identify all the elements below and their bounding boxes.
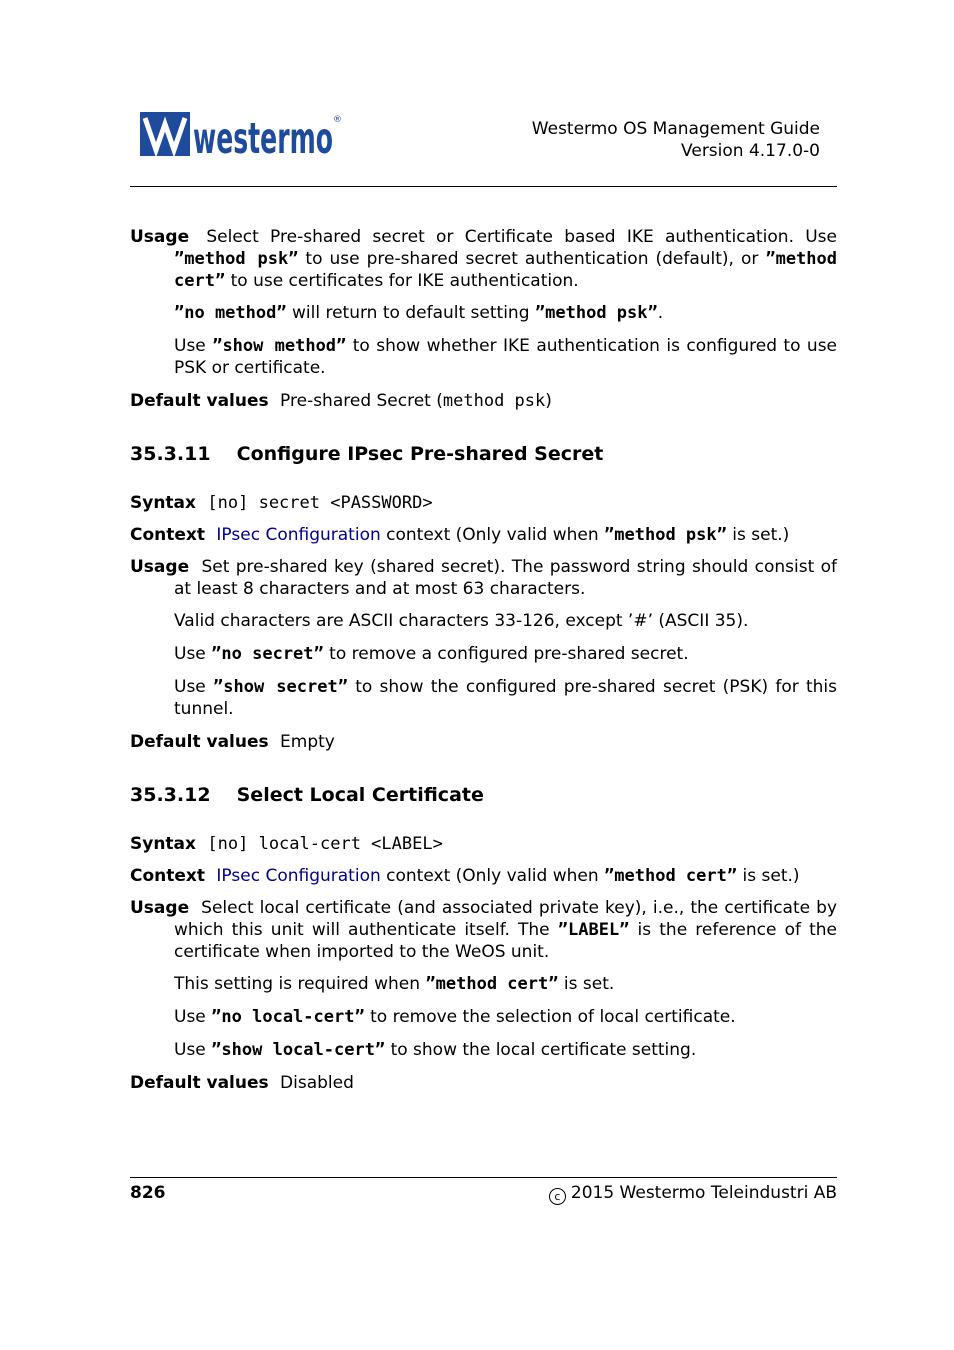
paragraph-text: to show the configured pre-shared secret (PSK) for this tunnel.	[174, 677, 838, 719]
context-text: context (Only valid when	[386, 866, 599, 886]
inline-code: ”no secret”	[211, 644, 324, 664]
usage-text: to use pre-shared secret authentication (default), or	[305, 249, 759, 269]
default-values-text: )	[545, 391, 552, 411]
context-label: Context	[130, 525, 206, 545]
context-text: is set.)	[742, 866, 800, 886]
paragraph-text: .	[657, 303, 664, 323]
method-paragraph	[174, 302, 837, 324]
footer-rule	[130, 1177, 837, 1178]
inline-code: ”show method”	[212, 336, 347, 356]
inline-code: ”LABEL”	[557, 920, 630, 940]
usage-entry	[130, 556, 837, 600]
default-values-text: Empty	[280, 732, 335, 752]
syntax-code: [no] secret <PASSWORD>	[207, 493, 433, 513]
section-number: 35.3.12	[130, 784, 211, 806]
method-default-entry	[130, 390, 837, 412]
method-usage-entry	[130, 226, 837, 292]
usage-paragraph	[174, 1039, 837, 1061]
paragraph-text: This setting is required when	[174, 974, 421, 994]
paragraph-text: Use	[174, 1040, 206, 1060]
paragraph-text: to show whether IKE authentication is configured to use PSK or certificate.	[174, 336, 838, 378]
copyright-icon: c	[549, 1188, 566, 1205]
inline-code: ”method cert”	[174, 249, 837, 291]
syntax-entry	[130, 492, 837, 514]
section-title: Select Local Certificate	[236, 784, 484, 806]
westermo-logo	[140, 110, 350, 158]
context-entry	[130, 524, 837, 546]
section-number: 35.3.11	[130, 443, 211, 465]
inline-code: ”no method”	[174, 303, 287, 323]
section-title: Configure IPsec Pre-shared Secret	[236, 443, 604, 465]
inline-code: ”method psk”	[534, 303, 658, 323]
inline-code: method psk	[442, 391, 546, 411]
paragraph-text: Use	[174, 677, 206, 697]
paragraph-text: to remove the selection of local certificate.	[370, 1007, 736, 1027]
syntax-label: Syntax	[130, 834, 196, 854]
usage-paragraph	[174, 643, 837, 665]
copyright-text: 2015 Westermo Teleindustri AB	[570, 1183, 837, 1203]
inline-code: ”no local-cert”	[211, 1007, 365, 1027]
syntax-label: Syntax	[130, 493, 196, 513]
paragraph-text: Use	[174, 644, 206, 664]
syntax-code: [no] local-cert <LABEL>	[207, 834, 443, 854]
paragraph-text: will return to default setting	[292, 303, 530, 323]
usage-label: Usage	[130, 557, 190, 577]
usage-text: Set pre-shared key (shared secret). The password string should consist of at least 8 characters and at most 63 characters.	[174, 557, 837, 599]
usage-label: Usage	[130, 898, 190, 918]
context-label: Context	[130, 866, 206, 886]
paragraph-text: to show the local certificate setting.	[390, 1040, 697, 1060]
paragraph-text: to remove a configured pre-shared secret.	[329, 644, 689, 664]
header-rule	[130, 186, 837, 187]
method-paragraph	[174, 335, 837, 379]
usage-paragraph	[174, 1006, 837, 1028]
inline-code: ”method cert”	[425, 974, 559, 994]
context-entry	[130, 865, 837, 887]
usage-text: Select Pre-shared secret or Certificate based IKE authentication. Use	[206, 227, 838, 247]
default-entry	[130, 1072, 837, 1094]
document-title: Westermo OS Management Guide	[531, 119, 820, 139]
inline-code: ”method psk”	[604, 525, 727, 545]
inline-code: ”method psk”	[174, 249, 299, 269]
inline-code: ”show secret”	[213, 677, 348, 697]
usage-paragraph	[174, 973, 837, 995]
document-version: Version 4.17.0-0	[681, 141, 820, 161]
usage-label: Usage	[130, 227, 190, 247]
paragraph-text: Use	[174, 1007, 206, 1027]
default-values-text: Disabled	[280, 1073, 354, 1093]
page-header	[130, 108, 837, 168]
logo-wordmark: westermo	[193, 114, 333, 158]
copyright	[549, 1182, 837, 1205]
usage-paragraph	[174, 610, 837, 632]
paragraph-text: Valid characters are ASCII characters 33-126, except ’#’ (ASCII 35).	[174, 611, 749, 631]
usage-text: to use certificates for IKE authentication.	[230, 271, 579, 291]
syntax-entry	[130, 833, 837, 855]
context-text: context (Only valid when	[386, 525, 599, 545]
usage-entry	[130, 897, 837, 963]
usage-text: Select local certificate (and associated private key), i.e., the certificate by which this unit will authenticate itself. The	[174, 898, 838, 940]
ipsec-configuration-link[interactable]: IPsec Configuration	[216, 525, 381, 545]
document-title-block	[532, 118, 820, 162]
inline-code: ”method cert”	[604, 866, 738, 886]
default-values-label: Default values	[130, 1073, 269, 1093]
paragraph-text: Use	[174, 336, 206, 356]
default-entry	[130, 731, 837, 753]
page-number: 826	[130, 1183, 166, 1203]
default-values-label: Default values	[130, 732, 269, 752]
ipsec-configuration-link[interactable]: IPsec Configuration	[216, 866, 381, 886]
usage-paragraph	[174, 676, 837, 720]
section-heading	[130, 442, 837, 466]
inline-code: ”show local-cert”	[211, 1040, 386, 1060]
section-heading	[130, 783, 837, 807]
page-content	[130, 226, 837, 1104]
context-text: is set.)	[732, 525, 790, 545]
paragraph-text: is set.	[563, 974, 615, 994]
usage-text: is the reference of the certificate when imported to the WeOS unit.	[174, 920, 837, 962]
default-values-text: Pre-shared Secret (	[280, 391, 443, 411]
logo-registered-mark: ®	[333, 115, 342, 125]
default-values-label: Default values	[130, 391, 269, 411]
